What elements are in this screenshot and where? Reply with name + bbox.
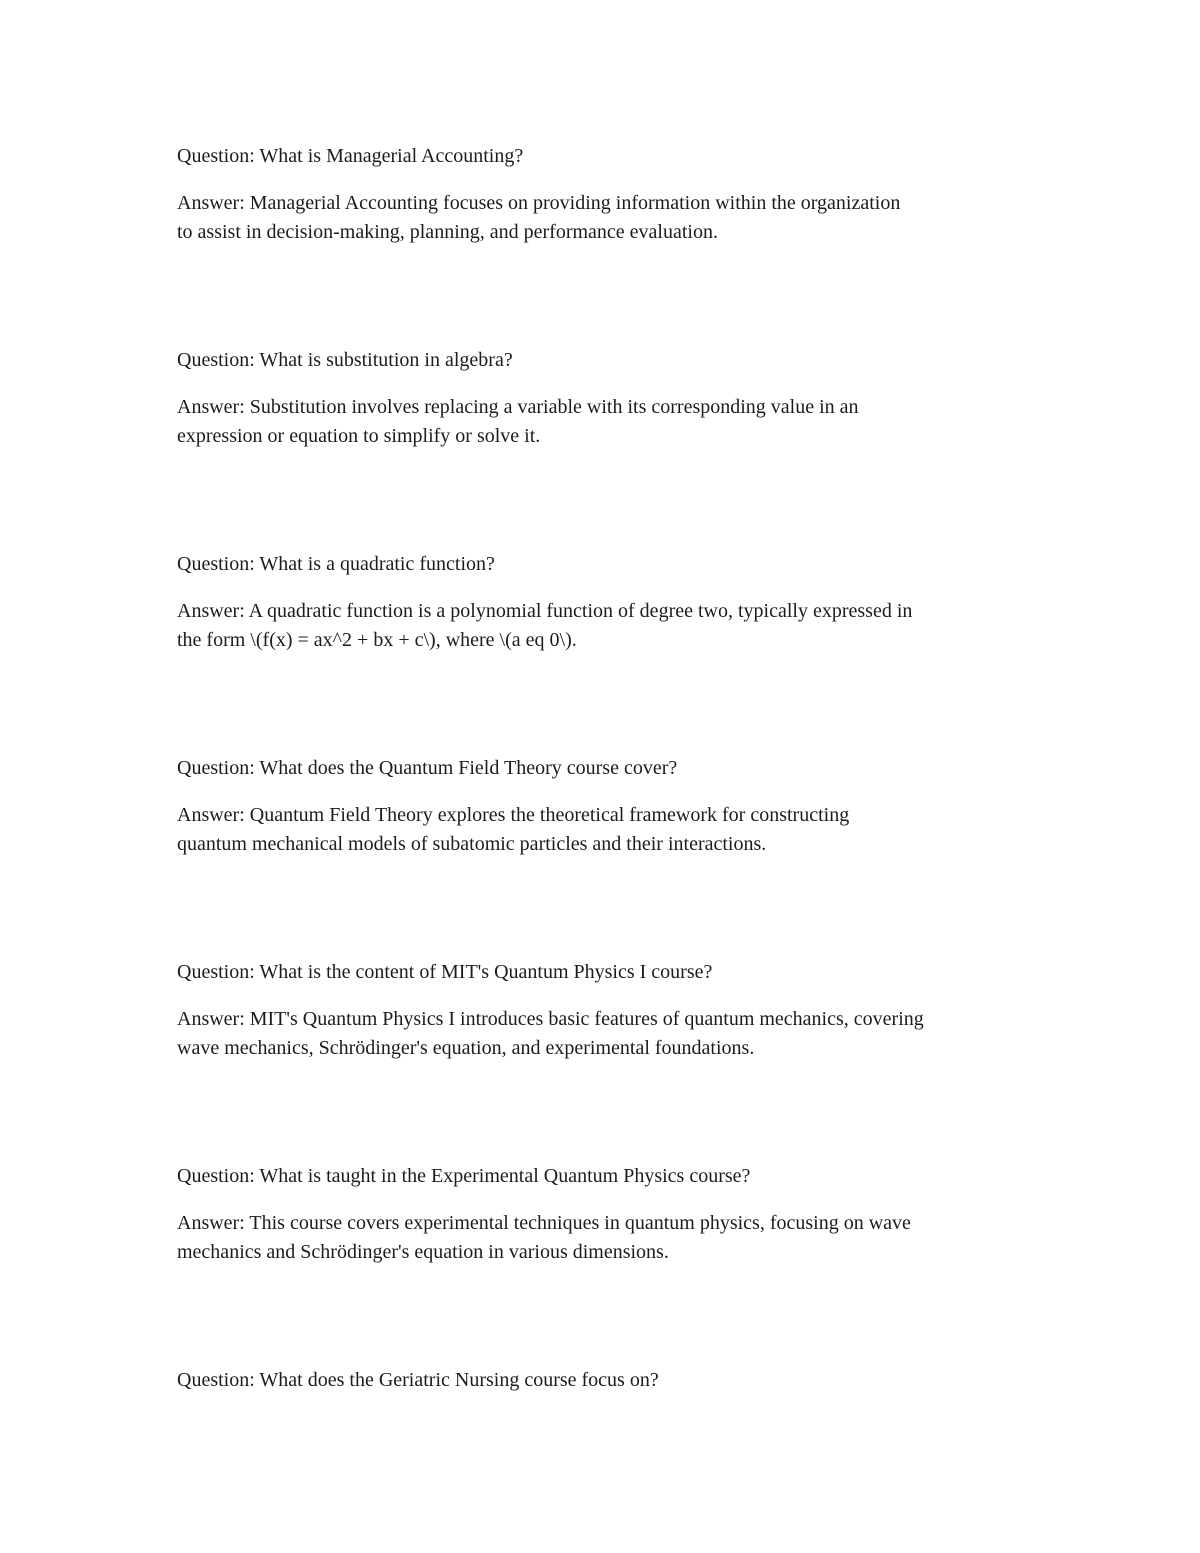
- question-text: Question: What does the Quantum Field Theory course cover?: [177, 757, 678, 779]
- qa-entry: [177, 142, 1037, 247]
- answer-text: [177, 1209, 1037, 1267]
- qa-entry: [177, 346, 1037, 451]
- answer-line: Answer: Substitution involves replacing a variable with its corresponding value in an: [177, 396, 859, 418]
- answer-text: [177, 801, 1037, 859]
- answer-line: Answer: MIT's Quantum Physics I introduces basic features of quantum mechanics, covering: [177, 1008, 924, 1030]
- answer-line: Answer: This course covers experimental techniques in quantum physics, focusing on wave: [177, 1212, 911, 1234]
- answer-line: quantum mechanical models of subatomic particles and their interactions.: [177, 833, 767, 855]
- answer-text: [177, 597, 1037, 655]
- answer-text: [177, 393, 1037, 451]
- answer-line: expression or equation to simplify or solve it.: [177, 425, 541, 447]
- answer-line: the form \(f(x) = ax^2 + bx + c\), where \(a eq 0\).: [177, 629, 577, 651]
- question-text: Question: What is Managerial Accounting?: [177, 145, 524, 167]
- answer-line: mechanics and Schrödinger's equation in various dimensions.: [177, 1241, 669, 1263]
- answer-line: to assist in decision-making, planning, and performance evaluation.: [177, 221, 718, 243]
- qa-entry: [177, 958, 1037, 1063]
- answer-text: [177, 1005, 1037, 1063]
- question-text: Question: What is taught in the Experimental Quantum Physics course?: [177, 1165, 751, 1187]
- qa-entry: [177, 754, 1037, 859]
- answer-line: wave mechanics, Schrödinger's equation, and experimental foundations.: [177, 1037, 755, 1059]
- qa-entry: [177, 1366, 1037, 1395]
- question-text: Question: What is a quadratic function?: [177, 553, 495, 575]
- qa-entry: [177, 1162, 1037, 1267]
- answer-text: [177, 189, 1037, 247]
- question-text: Question: What does the Geriatric Nursing course focus on?: [177, 1369, 659, 1391]
- answer-line: Answer: Managerial Accounting focuses on providing information within the organization: [177, 192, 901, 214]
- question-text: Question: What is substitution in algebra?: [177, 349, 513, 371]
- qa-entry: [177, 550, 1037, 655]
- answer-line: Answer: A quadratic function is a polynomial function of degree two, typically expressed in: [177, 600, 913, 622]
- answer-line: Answer: Quantum Field Theory explores the theoretical framework for constructing: [177, 804, 850, 826]
- question-text: Question: What is the content of MIT's Quantum Physics I course?: [177, 961, 713, 983]
